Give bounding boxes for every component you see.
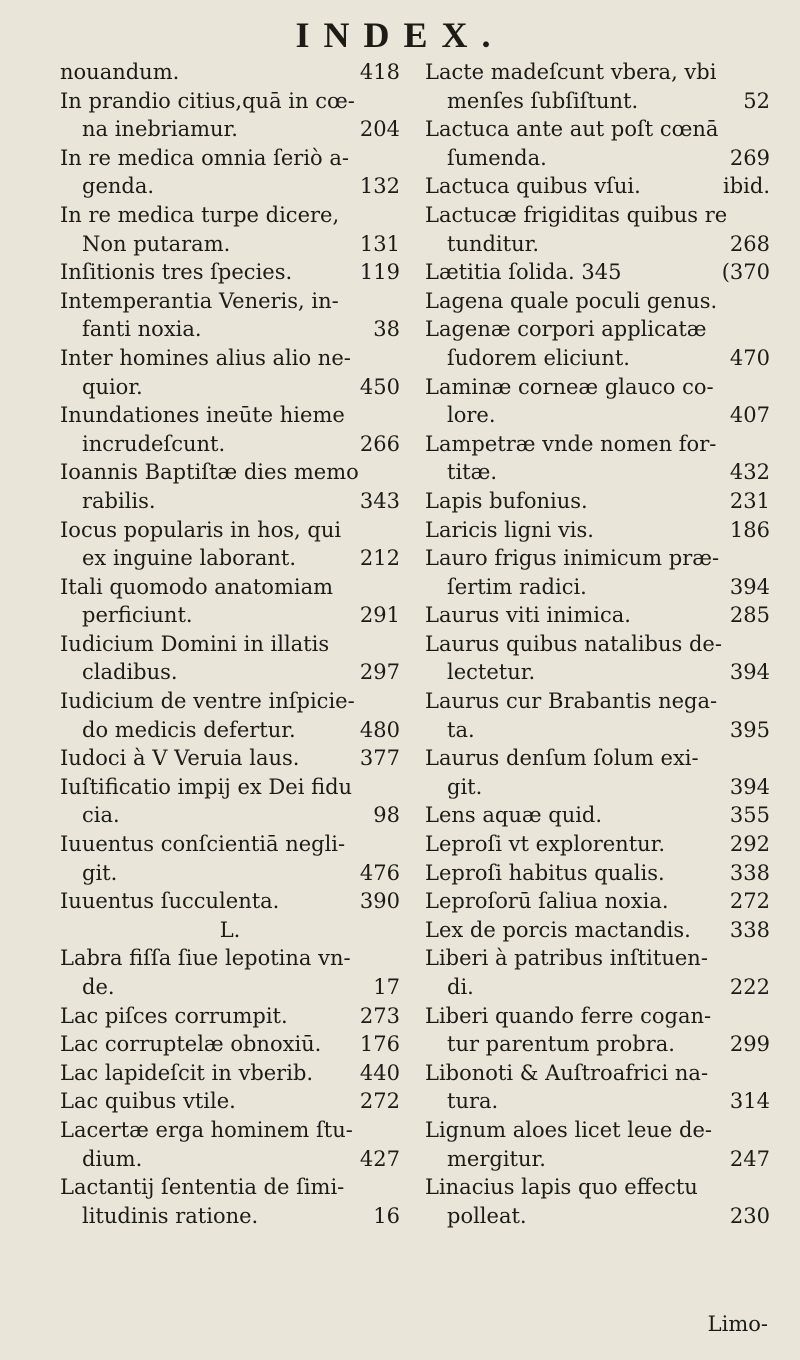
page-number: 131 (359, 231, 400, 256)
entry-text: Lactuca quibus vſui. (425, 174, 641, 199)
entry-text: Linacius lapis quo effectu (425, 1175, 698, 1200)
entry-text: tura. (447, 1089, 499, 1114)
page-number: 427 (359, 1146, 400, 1171)
entry-text: incrudeſcunt. (82, 431, 226, 456)
index-entry (425, 258, 770, 287)
index-entry (60, 144, 400, 201)
page-number: 17 (373, 975, 400, 999)
page-number: 285 (729, 603, 770, 628)
page-number: 450 (359, 374, 400, 399)
entry-text: Lens aquæ quid. (425, 803, 603, 828)
entry-text: Lagena quale poculi genus. (425, 288, 718, 313)
page-number: 338 (729, 917, 770, 942)
page-number: 266 (359, 431, 400, 456)
entry-text: Laurus cur Brabantis nega- (425, 689, 718, 714)
entry-text: In re medica omnia ſeriò a- (60, 145, 349, 170)
index-entry (60, 687, 400, 744)
entry-text: Lac corruptelæ obnoxiū. (60, 1032, 322, 1057)
page-number: 343 (359, 488, 400, 513)
page-number: 119 (359, 260, 400, 285)
page-number: 432 (729, 460, 770, 485)
page-number: 338 (729, 860, 770, 885)
page-number: 394 (729, 574, 770, 599)
entry-text: Intemperantia Veneris, in- (60, 288, 339, 313)
entry-text: dium. (82, 1146, 143, 1171)
index-entry (60, 630, 400, 687)
entry-text: ex inguine laborant. (82, 546, 297, 571)
entry-text: lectetur. (447, 660, 536, 685)
entry-text: Non putaram. (82, 231, 231, 256)
entry-text: Laricis ligni vis. (425, 517, 594, 542)
entry-text: do medicis defertur. (82, 717, 296, 742)
entry-text: git. (82, 860, 118, 885)
page-number: 247 (729, 1146, 770, 1171)
entry-text: Iudicium de ventre inſpicie- (60, 689, 355, 714)
entry-text: na inebriamur. (82, 117, 238, 142)
index-entry (60, 744, 400, 773)
index-entry (425, 687, 770, 744)
page-number: 470 (729, 345, 770, 370)
entry-text: perficiunt. (82, 603, 193, 628)
entry-text: Liberi à patribus inſtituen- (425, 946, 708, 971)
entry-text: Lampetræ vnde nomen for- (425, 431, 717, 456)
entry-text: Lac piſces corrumpit. (60, 1003, 288, 1028)
entry-text: polleat. (447, 1203, 527, 1228)
page-number: 291 (359, 603, 400, 628)
entry-text: tur parentum probra. (447, 1032, 675, 1057)
entry-text: Laminæ corneæ glauco co- (425, 374, 714, 399)
index-entry (60, 1173, 400, 1230)
catchword: Limo- (707, 1312, 768, 1336)
entry-text: rabilis. (82, 488, 156, 513)
page-number: 212 (359, 546, 400, 571)
page-number: 222 (729, 975, 770, 999)
entry-text: Iudoci à V Veruia laus. (60, 746, 300, 771)
entry-text: Ioannis Baptiſtæ dies memo (60, 460, 359, 485)
index-entry (60, 401, 400, 458)
index-entry (425, 859, 770, 888)
page-number: 407 (729, 403, 770, 428)
entry-text: quior. (82, 374, 143, 399)
entry-text: Lactantij ſententia de ſimi- (60, 1175, 345, 1200)
entry-text: Lacte madeſcunt vbera, vbi (425, 60, 717, 84)
entry-text: cladibus. (82, 660, 178, 685)
entry-text: nouandum. (60, 60, 180, 84)
entry-text: Inter homines alius alio ne- (60, 345, 351, 370)
entry-text: fanti noxia. (82, 317, 202, 342)
index-entry (425, 373, 770, 430)
index-entry (425, 916, 770, 945)
page-number: 476 (359, 860, 400, 885)
page-number: 299 (729, 1032, 770, 1057)
entry-text: ta. (447, 717, 475, 742)
entry-text: tunditur. (447, 231, 540, 256)
entry-text: Lac quibus vtile. (60, 1089, 236, 1114)
entry-text: Lauro frigus inimicum præ- (425, 546, 720, 571)
index-entry (425, 1173, 770, 1230)
index-entry (60, 1116, 400, 1173)
index-entry (60, 516, 400, 573)
index-entry (425, 801, 770, 830)
page-number: 272 (359, 1089, 400, 1114)
entry-text: Itali quomodo anatomiam (60, 574, 333, 599)
section-letter: L. (219, 917, 241, 942)
index-entry (425, 1002, 770, 1059)
entry-text: Lapis bufonius. (425, 488, 588, 513)
entry-text: Libonoti & Auſtroafrici na- (425, 1060, 709, 1085)
page-number: 297 (359, 660, 400, 685)
entry-text: Lactucæ frigiditas quibus re (425, 202, 728, 227)
page-number: 52 (743, 88, 770, 113)
index-entry (60, 944, 400, 1001)
entry-text: Iudicium Domini in illatis (60, 631, 330, 656)
entry-text: cia. (82, 803, 120, 828)
index-entry (425, 58, 770, 115)
index-entry (425, 287, 770, 316)
page-number: 394 (729, 660, 770, 685)
page-number: 292 (729, 832, 770, 857)
entry-text: Lacertæ erga hominem ſtu- (60, 1117, 353, 1142)
index-entry (60, 344, 400, 401)
entry-text: Iocus popularis in hos, qui (60, 517, 342, 542)
entry-text: git. (447, 774, 483, 799)
index-entry (425, 944, 770, 1001)
entry-text: di. (447, 975, 474, 999)
index-entry (60, 1030, 400, 1059)
page-number: 230 (729, 1203, 770, 1228)
index-entry (425, 630, 770, 687)
page-number: 418 (359, 60, 400, 84)
index-entry (60, 1002, 400, 1031)
page-number: 480 (359, 717, 400, 742)
entry-text: Lac lapideſcit in vberib. (60, 1060, 314, 1085)
index-entry (425, 544, 770, 601)
page-number: 176 (359, 1032, 400, 1057)
entry-text: Labra fiſſa ſiue lepotina vn- (60, 946, 351, 971)
index-entry (60, 258, 400, 287)
entry-text: Iuuentus conſcientiā negli- (60, 832, 346, 857)
index-entry (425, 430, 770, 487)
index-entry (60, 458, 400, 515)
entry-text: Iuſtificatio impij ex Dei fidu (60, 774, 353, 799)
entry-text: Laurus quibus natalibus de- (425, 631, 722, 656)
page-header: INDEX. (295, 15, 505, 55)
entry-text: In re medica turpe dicere, (60, 202, 340, 227)
page-number: 98 (373, 803, 400, 828)
left-column (60, 58, 400, 1230)
entry-text: Lactuca ante aut poſt cœnā (425, 117, 719, 142)
entry-text: Lignum aloes licet leue de- (425, 1117, 712, 1142)
entry-text: ſertim radici. (447, 574, 587, 599)
page-number: (370 (721, 260, 770, 285)
entry-text: litudinis ratione. (82, 1203, 259, 1228)
entry-text: Lex de porcis mactandis. (425, 917, 691, 942)
entry-text: menſes ſubſiſtunt. (447, 88, 639, 113)
index-entry (60, 830, 400, 887)
entry-text: Inundationes ineūte hieme (60, 403, 345, 428)
index-entry (425, 1116, 770, 1173)
entry-text: de. (82, 975, 115, 999)
entry-text: Leproſi vt explorentur. (425, 832, 666, 857)
index-entry (425, 1059, 770, 1116)
page-number: 377 (359, 746, 400, 771)
page-number: 268 (729, 231, 770, 256)
index-entry (425, 516, 770, 545)
entry-text: Leproſorū ſaliua noxia. (425, 889, 669, 914)
index-entry (60, 87, 400, 144)
index-entry (60, 58, 400, 87)
page-number: 38 (373, 317, 400, 342)
page-number: 395 (729, 717, 770, 742)
entry-text: Laurus denſum ſolum exi- (425, 746, 699, 771)
index-entry (425, 487, 770, 516)
entry-text: titæ. (447, 460, 498, 485)
page-number: 269 (729, 145, 770, 170)
index-entry (60, 773, 400, 830)
entry-text: In prandio citius,quā in cœ- (60, 88, 355, 113)
index-entry (425, 887, 770, 916)
index-entry (60, 201, 400, 258)
page-number: 314 (729, 1089, 770, 1114)
page-number: 16 (373, 1203, 400, 1228)
entry-text: ſumenda. (447, 145, 547, 170)
entry-text: Lagenæ corpori applicatæ (425, 317, 707, 342)
index-entry (60, 287, 400, 344)
page-number: 440 (359, 1060, 400, 1085)
index-entry (425, 830, 770, 859)
entry-text: mergitur. (447, 1146, 546, 1171)
index-entry (425, 115, 770, 172)
right-column (425, 58, 770, 1230)
page-number: ibid. (723, 174, 770, 199)
page-number: 186 (729, 517, 770, 542)
page-number: 394 (729, 774, 770, 799)
entry-text: Inſitionis tres ſpecies. (60, 260, 293, 285)
index-entry (425, 315, 770, 372)
entry-text: genda. (82, 174, 155, 199)
entry-text: Laurus viti inimica. (425, 603, 631, 628)
index-entry (60, 1059, 400, 1088)
page-number: 273 (359, 1003, 400, 1028)
entry-text: lore. (447, 403, 496, 428)
index-entry (60, 887, 400, 916)
entry-text: Liberi quando ferre cogan- (425, 1003, 712, 1028)
index-entry (425, 201, 770, 258)
page-number: 231 (729, 488, 770, 513)
entry-text: ſudorem eliciunt. (447, 345, 630, 370)
index-entry (60, 573, 400, 630)
page-number: 355 (729, 803, 770, 828)
page-number: 390 (359, 889, 400, 914)
page-number: 132 (359, 174, 400, 199)
page-number: 204 (359, 117, 400, 142)
index-entry (425, 744, 770, 801)
entry-text: Lætitia ſolida. 345 (425, 260, 622, 285)
page-number: 272 (729, 889, 770, 914)
entry-text: Leproſi habitus qualis. (425, 860, 665, 885)
index-entry (425, 601, 770, 630)
entry-text: Iuuentus ſucculenta. (60, 889, 280, 914)
index-entry (60, 1087, 400, 1116)
index-entry (425, 172, 770, 201)
